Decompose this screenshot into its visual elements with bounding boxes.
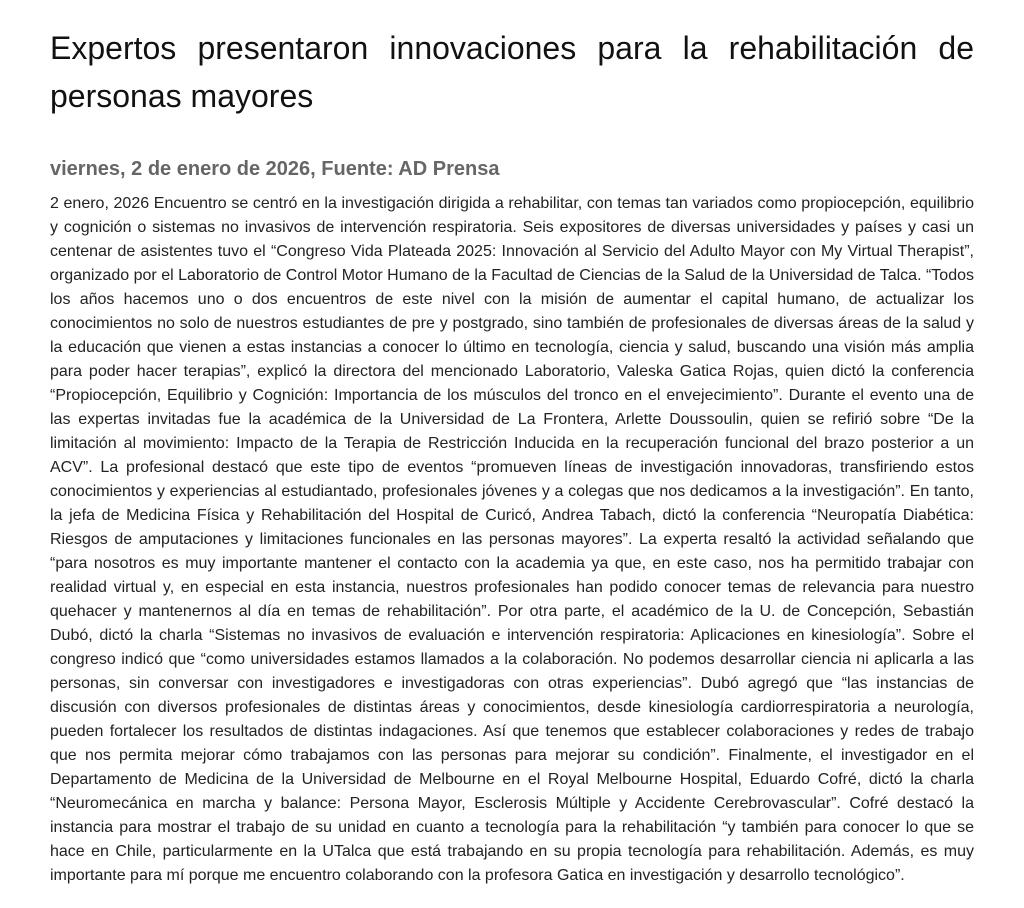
- article-title: Expertos presentaron innovaciones para la rehabilitación de personas mayores: [50, 30, 974, 114]
- news-article: [50, 24, 974, 888]
- article-date-source: viernes, 2 de enero de 2026, Fuente: AD Prensa: [50, 158, 500, 180]
- article-body: 2 enero, 2026 Encuentro se centró en la investigación dirigida a rehabilitar, con temas tan variados como propiocepción, equilibrio y cognición o sistemas no invasivos de intervención respiratoria. Seis expositores de diversas universidades y países y casi un centenar de asistentes tuvo el “Congreso Vida Plateada 2025: Innovación al Servicio del Adulto Mayor con My Virtual Therapist”, organizado por el Laboratorio de Control Motor Humano de la Facultad de Ciencias de la Salud de la Universidad de Talca. “Todos los años hacemos uno o dos encuentros de este nivel con la misión de aumentar el capital humano, de actualizar los conocimientos no solo de nuestros estudiantes de pre y postgrado, sino también de profesionales de diversas áreas de la salud y la educación que vienen a estas instancias a conocer lo último en tecnología, ciencia y salud, buscando una visión más amplia para poder hacer terapias”, explicó la directora del mencionado Laboratorio, Valeska Gatica Rojas, quien dictó la conferencia “Propiocepción, Equilibrio y Cognición: Importancia de los músculos del tronco en el envejecimiento”. Durante el evento una de las expertas invitadas fue la académica de la Universidad de La Frontera, Arlette Doussoulin, quien se refirió sobre “De la limitación al movimiento: Impacto de la Terapia de Restricción Inducida en la recuperación funcional del brazo posterior a un ACV”. La profesional destacó que este tipo de eventos “promueven líneas de investigación innovadoras, transfiriendo estos conocimientos y experiencias al estudiantado, profesionales jóvenes y a colegas que nos dedicamos a la investigación”. En tanto, la jefa de Medicina Física y Rehabilitación del Hospital de Curicó, Andrea Tabach, dictó la conferencia “Neuropatía Diabética: Riesgos de amputaciones y limitaciones funcionales en las personas mayores”. La experta resaltó la actividad señalando que “para nosotros es muy importante mantener el contacto con la academia ya que, en este caso, nos ha permitido trabajar con realidad virtual y, en especial en esta instancia, nuestros profesionales han podido conocer temas de relevancia para nuestro quehacer y mantenernos al día en temas de rehabilitación”. Por otra parte, el académico de la U. de Concepción, Sebastián Dubó, dictó la charla “Sistemas no invasivos de evaluación e intervención respiratoria: Aplicaciones en kinesiología”. Sobre el congreso indicó que “como universidades estamos llamados a la colaboración. No podemos desarrollar ciencia ni aplicarla a las personas, sin conversar con investigadores e investigadoras con otras experiencias”. Dubó agregó que “las instancias de discusión con diversos profesionales de distintas áreas y conocimientos, desde kinesiología cardiorrespiratoria a neurología, pueden fortalecer los resultados de distintas indagaciones. Así que tenemos que establecer colaboraciones y redes de trabajo que nos permita mejorar cómo trabajamos con las personas para mejorar su condición”. Finalmente, el investigador en el Departamento de Medicina de la Universidad de Melbourne en el Royal Melbourne Hospital, Eduardo Cofré, dictó la charla “Neuromecánica en marcha y balance: Persona Mayor, Esclerosis Múltiple y Accidente Cerebrovascular”. Cofré destacó la instancia para mostrar el trabajo de su unidad en cuanto a tecnología para la rehabilitación “y también para conocer lo que se hace en Chile, particularmente en la UTalca que está trabajando en su propia tecnología para rehabilitación. Además, es muy importante para mí porque me encuentro colaborando con la profesora Gatica en investigación y desarrollo tecnológico”.: [50, 195, 974, 884]
